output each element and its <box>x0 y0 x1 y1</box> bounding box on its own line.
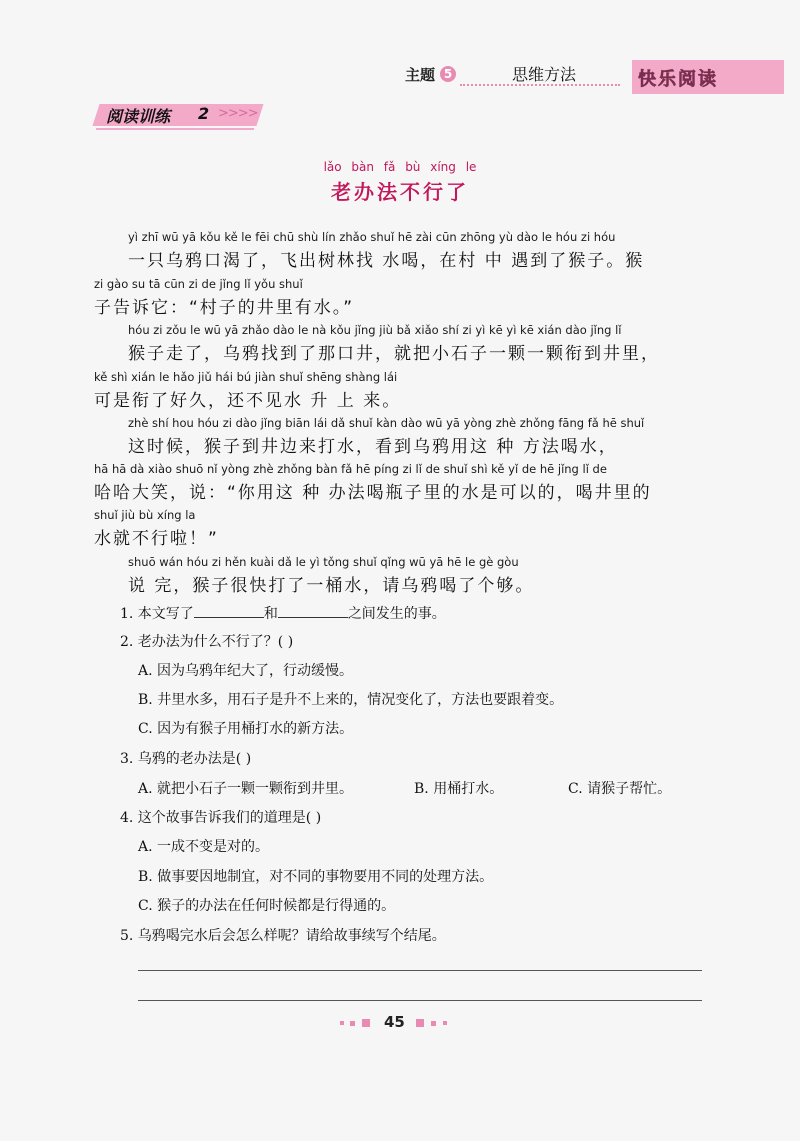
question-1-mid: 和 <box>263 606 278 622</box>
banner-underline <box>96 128 254 130</box>
story-pinyin-6: hā hā dà xiào shuō nǐ yòng zhè zhǒng bàn fǎ hē píng zi lǐ de shuǐ shì kě yǐ de hē jǐng lǐ de <box>94 462 607 476</box>
q2-option-a[interactable]: A. 因为乌鸦年纪大了，行动缓慢。 <box>138 663 354 679</box>
page-number: 45 <box>384 1013 405 1031</box>
q4-option-c[interactable]: C. 猴子的办法在任何时候都是行得通的。 <box>138 898 396 914</box>
story-pinyin-1: yì zhī wū yā kǒu kě le fēi chū shù lín zhǎo shuǐ hē zài cūn zhōng yù dào le hóu zi hóu <box>128 230 616 244</box>
story-pinyin-8: shuō wán hóu zi hěn kuài dǎ le yì tǒng shuǐ qǐng wū yā hē le gè gòu <box>128 555 519 569</box>
q3-option-b[interactable]: B. 用桶打水。 <box>414 781 504 797</box>
page-deco-left-3 <box>362 1019 370 1027</box>
section-badge: 快乐阅读 <box>638 69 718 90</box>
q4-option-b[interactable]: B. 做事要因地制宜，对不同的事物要用不同的处理方法。 <box>138 869 494 885</box>
title-pinyin: lǎo bàn fǎ bù xíng le <box>323 160 477 174</box>
story-title: 老办法不行了 <box>331 180 469 204</box>
theme-number-badge: 5 <box>440 66 456 82</box>
answer-blank-1[interactable] <box>194 605 264 618</box>
question-3: 3. 乌鸦的老办法是( ) <box>120 751 252 767</box>
theme-label: 主题 <box>405 66 436 84</box>
story-pinyin-5: zhè shí hou hóu zi dào jǐng biān lái dǎ shuǐ kàn dào wū yā yòng zhè zhǒng fāng fǎ hē shuǐ <box>128 416 645 430</box>
story-pinyin-4: kě shì xián le hǎo jiǔ hái bú jiàn shuǐ shēng shàng lái <box>94 370 398 384</box>
story-pinyin-3: hóu zi zǒu le wū yā zhǎo dào le nà kǒu jǐng jiù bǎ xiǎo shí zi yì kē yì kē xián dào jǐng lǐ <box>128 323 622 337</box>
story-pinyin-2: zi gào su tā cūn zi de jǐng lǐ yǒu shuǐ <box>94 277 303 291</box>
answer-blank-2[interactable] <box>278 605 348 618</box>
story-line-4: 可是衔了好久，还不见水 升 上 来。 <box>94 391 402 411</box>
answer-line-2[interactable] <box>138 1000 702 1001</box>
page-deco-right-3 <box>443 1021 447 1025</box>
q2-option-c[interactable]: C. 因为有猴子用桶打水的新方法。 <box>138 721 354 737</box>
story-line-2: 子告诉它：“村子的井里有水。” <box>94 298 355 318</box>
q3-option-a[interactable]: A. 就把小石子一颗一颗衔到井里。 <box>138 781 354 797</box>
question-5: 5. 乌鸦喝完水后会怎么样呢？请给故事续写个结尾。 <box>120 928 446 944</box>
theme-name: 思维方法 <box>512 65 577 84</box>
page-deco-right-2 <box>431 1021 436 1026</box>
story-line-3: 猴子走了，乌鸦找到了那口井，就把小石子一颗一颗衔到井里， <box>128 344 660 364</box>
question-4: 4. 这个故事告诉我们的道理是( ) <box>120 810 322 826</box>
story-line-7: 水就不行啦！” <box>94 529 219 549</box>
question-1 <box>120 603 446 623</box>
chevrons-icon: >>>> <box>218 106 258 121</box>
story-line-1: 一只乌鸦口渴了，飞出树林找 水喝，在村 中 遇到了猴子。猴 <box>128 251 645 271</box>
page-deco-left-1 <box>340 1021 344 1025</box>
page-deco-right-1 <box>416 1019 424 1027</box>
exercise-banner-label: 阅读训练 <box>106 107 171 126</box>
q4-option-a[interactable]: A. 一成不变是对的。 <box>138 839 270 855</box>
question-2: 2. 老办法为什么不行了？( ) <box>120 634 294 650</box>
exercise-banner-number: 2 <box>198 104 210 123</box>
page-deco-left-2 <box>350 1021 355 1026</box>
story-pinyin-7: shuǐ jiù bù xíng la <box>94 508 196 522</box>
header-dotted-rule <box>460 84 620 86</box>
answer-line-1[interactable] <box>138 970 702 971</box>
q3-option-c[interactable]: C. 请猴子帮忙。 <box>568 781 672 797</box>
q2-option-b[interactable]: B. 井里水多，用石子是升不上来的，情况变化了，方法也要跟着变。 <box>138 692 564 708</box>
question-1-suffix: 之间发生的事。 <box>347 606 446 622</box>
story-line-5: 这时候，猴子到井边来打水，看到乌鸦用这 种 方法喝水， <box>128 437 618 457</box>
question-1-prefix: 1. 本文写了 <box>120 606 194 622</box>
story-line-8: 说 完，猴子很快打了一桶水，请乌鸦喝了个够。 <box>128 576 535 596</box>
story-line-6: 哈哈大笑，说：“你用这 种 办法喝瓶子里的水是可以的，喝井里的 <box>94 483 652 503</box>
